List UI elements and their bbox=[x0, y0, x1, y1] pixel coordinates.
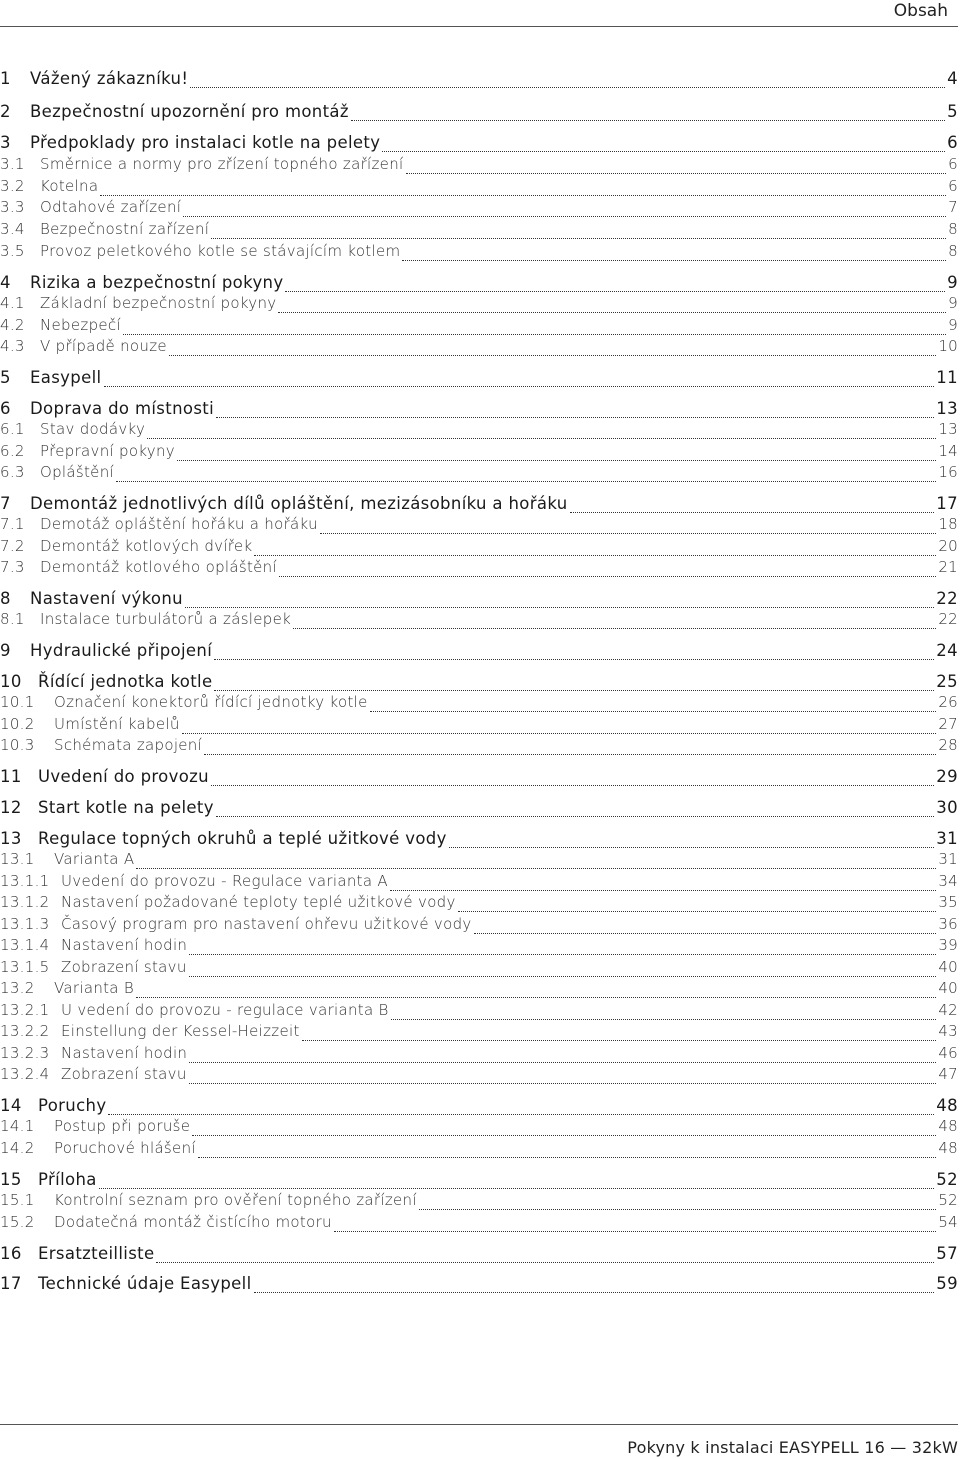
toc-entry-page: 13 bbox=[936, 399, 958, 418]
dot-leader bbox=[279, 576, 936, 577]
toc-entry-page: 26 bbox=[938, 693, 958, 711]
toc-entry[interactable] bbox=[0, 1065, 958, 1089]
toc-entry-label: Hydraulické připojení bbox=[30, 641, 213, 660]
toc-entry-page: 16 bbox=[938, 463, 958, 481]
toc-entry-page: 40 bbox=[938, 979, 958, 997]
toc-entry-label: Demontáž kotlového opláštění bbox=[40, 558, 277, 576]
toc-entry-page: 14 bbox=[938, 442, 958, 460]
dot-leader bbox=[136, 868, 936, 869]
toc-entry[interactable] bbox=[0, 294, 958, 318]
toc-entry-label: Rizika a bezpečnostní pokyny bbox=[30, 273, 284, 292]
toc-entry-number: 8 bbox=[0, 589, 11, 608]
dot-leader bbox=[183, 216, 946, 217]
toc-entry-page: 36 bbox=[938, 915, 958, 933]
toc-entry-label: U vedení do provozu - regulace varianta B bbox=[61, 1001, 389, 1019]
toc-entry-page: 22 bbox=[938, 610, 958, 628]
toc-entry-page: 6 bbox=[948, 155, 958, 173]
dot-leader bbox=[190, 87, 945, 88]
toc-entry[interactable] bbox=[0, 155, 958, 179]
toc-entry-number: 3 bbox=[0, 133, 11, 152]
toc-entry-number: 10 bbox=[0, 672, 22, 691]
dot-leader bbox=[189, 1083, 937, 1084]
toc-entry-number: 11 bbox=[0, 767, 22, 786]
toc-entry-label: Bezpečnostní zařízení bbox=[40, 220, 210, 238]
toc-entry-page: 48 bbox=[938, 1117, 958, 1135]
toc-entry[interactable] bbox=[0, 198, 958, 222]
dot-leader bbox=[391, 1019, 937, 1020]
toc-entry-number: 13.1.5 bbox=[0, 958, 50, 976]
toc-entry-page: 6 bbox=[947, 133, 958, 152]
toc-entry-number: 4.1 bbox=[0, 294, 25, 312]
toc-entry[interactable] bbox=[0, 610, 958, 634]
dot-leader bbox=[254, 555, 936, 556]
toc-entry-number: 1 bbox=[0, 69, 11, 88]
toc-entry[interactable] bbox=[0, 420, 958, 444]
toc-entry[interactable] bbox=[0, 1191, 958, 1215]
toc-entry[interactable] bbox=[0, 693, 958, 717]
page-title: Obsah bbox=[893, 1, 948, 21]
toc-entry-number: 6.1 bbox=[0, 420, 25, 438]
toc-entry-number: 7.3 bbox=[0, 558, 25, 576]
toc-entry-label: Vážený zákazníku! bbox=[30, 69, 189, 88]
dot-leader bbox=[351, 120, 945, 121]
toc-entry[interactable] bbox=[0, 1213, 958, 1237]
toc-entry-label: Technické údaje Easypell bbox=[38, 1274, 252, 1293]
toc-entry-page: 54 bbox=[938, 1213, 958, 1231]
dot-leader bbox=[474, 933, 937, 934]
toc-entry-page: 35 bbox=[938, 893, 958, 911]
toc-entry-label: Bezpečnostní upozornění pro montáž bbox=[30, 102, 349, 121]
toc-entry-page: 5 bbox=[947, 102, 958, 121]
toc-entry[interactable] bbox=[0, 368, 958, 392]
dot-leader bbox=[192, 1135, 936, 1136]
toc-entry-label: Kontrolní seznam pro ověření topného zařízení bbox=[54, 1191, 417, 1209]
toc-entry-page: 31 bbox=[938, 850, 958, 868]
toc-entry[interactable] bbox=[0, 558, 958, 582]
toc-entry-page: 46 bbox=[938, 1044, 958, 1062]
toc-entry-number: 14.1 bbox=[0, 1117, 35, 1135]
toc-entry-label: Nastavení hodin bbox=[61, 936, 188, 954]
toc-entry-number: 16 bbox=[0, 1244, 22, 1263]
toc-entry-page: 47 bbox=[938, 1065, 958, 1083]
dot-leader bbox=[189, 1062, 936, 1063]
toc-entry-page: 17 bbox=[936, 494, 958, 513]
dot-leader bbox=[285, 291, 945, 292]
toc-entry-number: 13.2.1 bbox=[0, 1001, 50, 1019]
dot-leader bbox=[156, 1262, 934, 1263]
toc-entry-label: Schémata zapojení bbox=[54, 736, 203, 754]
toc-entry-page: 48 bbox=[938, 1139, 958, 1157]
dot-leader bbox=[214, 659, 934, 660]
dot-leader bbox=[198, 1157, 936, 1158]
toc-entry-label: Start kotle na pelety bbox=[38, 798, 214, 817]
toc-entry-label: Předpoklady pro instalaci kotle na pelety bbox=[30, 133, 381, 152]
toc-entry-page: 8 bbox=[948, 242, 958, 260]
toc-entry-label: Ersatzteilliste bbox=[38, 1244, 155, 1263]
footer-divider bbox=[0, 1424, 958, 1425]
toc-entry-page: 7 bbox=[948, 198, 958, 216]
toc-entry-number: 6.3 bbox=[0, 463, 25, 481]
dot-leader bbox=[402, 260, 946, 261]
toc-entry-number: 5 bbox=[0, 368, 11, 387]
toc-entry-number: 4 bbox=[0, 273, 11, 292]
toc-entry-number: 12 bbox=[0, 798, 22, 817]
dot-leader bbox=[211, 785, 934, 786]
toc-entry-label: Směrnice a normy pro zřízení topného zařízení bbox=[40, 155, 404, 173]
toc-entry-number: 13.1.3 bbox=[0, 915, 50, 933]
toc-entry-label: Odtahové zařízení bbox=[40, 198, 182, 216]
toc-entry-label: Poruchy bbox=[38, 1096, 107, 1115]
toc-entry-number: 13.2 bbox=[0, 979, 35, 997]
toc-entry[interactable] bbox=[0, 102, 958, 126]
toc-entry-number: 9 bbox=[0, 641, 11, 660]
toc-entry-number: 3.1 bbox=[0, 155, 25, 173]
toc-entry-page: 28 bbox=[938, 736, 958, 754]
toc-entry[interactable] bbox=[0, 641, 958, 665]
toc-entry-page: 30 bbox=[936, 798, 958, 817]
toc-entry-label: Demotáž opláštění hořáku a hořáku bbox=[40, 515, 318, 533]
toc-entry-label: Varianta A bbox=[54, 850, 135, 868]
toc-entry-number: 15.2 bbox=[0, 1213, 35, 1231]
dot-leader bbox=[182, 733, 937, 734]
toc-entry-page: 4 bbox=[947, 69, 958, 88]
toc-entry-page: 8 bbox=[948, 220, 958, 238]
toc-entry[interactable] bbox=[0, 69, 958, 93]
toc-entry-page: 43 bbox=[938, 1022, 958, 1040]
footer-text: Pokyny k instalaci EASYPELL 16 — 32kW bbox=[627, 1438, 958, 1457]
toc-entry[interactable] bbox=[0, 133, 958, 157]
dot-leader bbox=[177, 460, 936, 461]
toc-entry-number: 15 bbox=[0, 1170, 22, 1189]
toc-entry-label: Provoz peletkového kotle se stávajícím kotlem bbox=[40, 242, 401, 260]
dot-leader bbox=[382, 151, 945, 152]
toc-entry-label: Opláštění bbox=[40, 463, 114, 481]
dot-leader bbox=[419, 1209, 936, 1210]
toc-entry-number: 13 bbox=[0, 829, 22, 848]
dot-leader bbox=[216, 417, 934, 418]
toc-entry-label: Umístění kabelů bbox=[54, 715, 180, 733]
toc-entry-label: Instalace turbulátorů a záslepek bbox=[40, 610, 292, 628]
dot-leader bbox=[254, 1292, 935, 1293]
toc-entry-label: Nastavení hodin bbox=[61, 1044, 188, 1062]
toc-entry-number: 3.2 bbox=[0, 177, 25, 195]
toc-entry-page: 6 bbox=[948, 177, 958, 195]
toc-entry[interactable] bbox=[0, 1139, 958, 1163]
dot-leader bbox=[302, 1040, 937, 1041]
dot-leader bbox=[189, 976, 937, 977]
dot-leader bbox=[99, 1188, 935, 1189]
dot-leader bbox=[189, 954, 936, 955]
toc-entry-number: 10.2 bbox=[0, 715, 35, 733]
header-divider bbox=[0, 26, 958, 27]
dot-leader bbox=[458, 911, 937, 912]
toc-entry-label: Postup při poruše bbox=[54, 1117, 191, 1135]
toc-entry-number: 14.2 bbox=[0, 1139, 35, 1157]
toc-entry[interactable] bbox=[0, 1244, 958, 1268]
dot-leader bbox=[211, 238, 946, 239]
dot-leader bbox=[214, 690, 934, 691]
toc-entry-label: Označení konektorů řídící jednotky kotle bbox=[54, 693, 368, 711]
toc-entry-label: Dodatečná montáž čistícího motoru bbox=[54, 1213, 332, 1231]
toc-entry-label: Demontáž kotlových dvířek bbox=[40, 537, 253, 555]
toc-entry-page: 39 bbox=[938, 936, 958, 954]
toc-entry-number: 6 bbox=[0, 399, 11, 418]
toc-entry-label: Demontáž jednotlivých dílů opláštění, mezizásobníku a hořáku bbox=[30, 494, 568, 513]
toc-entry-page: 24 bbox=[936, 641, 958, 660]
toc-entry-label: V případě nouze bbox=[40, 337, 167, 355]
dot-leader bbox=[278, 312, 946, 313]
toc-entry-label: Einstellung der Kessel-Heizzeit bbox=[61, 1022, 300, 1040]
toc-entry-page: 9 bbox=[948, 294, 958, 312]
dot-leader bbox=[449, 847, 935, 848]
toc-entry-page: 40 bbox=[938, 958, 958, 976]
toc-entry-page: 27 bbox=[938, 715, 958, 733]
toc-entry[interactable] bbox=[0, 936, 958, 960]
toc-entry-page: 20 bbox=[938, 537, 958, 555]
dot-leader bbox=[100, 195, 946, 196]
toc-entry-number: 3.4 bbox=[0, 220, 25, 238]
dot-leader bbox=[216, 816, 934, 817]
toc-entry-page: 9 bbox=[948, 316, 958, 334]
toc-entry-number: 4.3 bbox=[0, 337, 25, 355]
toc-entry-label: Easypell bbox=[30, 368, 102, 387]
toc-entry[interactable] bbox=[0, 337, 958, 361]
toc-entry-label: Základní bezpečnostní pokyny bbox=[40, 294, 277, 312]
dot-leader bbox=[169, 355, 936, 356]
dot-leader bbox=[204, 754, 936, 755]
toc-entry-number: 7.2 bbox=[0, 537, 25, 555]
toc-entry-label: Zobrazení stavu bbox=[61, 958, 187, 976]
toc-entry[interactable] bbox=[0, 798, 958, 822]
toc-entry[interactable] bbox=[0, 515, 958, 539]
toc-entry-number: 10.3 bbox=[0, 736, 35, 754]
toc-entry-number: 3.3 bbox=[0, 198, 25, 216]
toc-entry-page: 29 bbox=[936, 767, 958, 786]
toc-entry-number: 6.2 bbox=[0, 442, 25, 460]
toc-entry-label: Kotelna bbox=[40, 177, 99, 195]
toc-entry-number: 13.2.3 bbox=[0, 1044, 50, 1062]
toc-entry-label: Přepravní pokyny bbox=[40, 442, 175, 460]
toc-entry-label: Poruchové hlášení bbox=[54, 1139, 196, 1157]
toc-entry-page: 10 bbox=[938, 337, 958, 355]
toc-entry-label: Stav dodávky bbox=[40, 420, 146, 438]
toc-entry-number: 13.2.4 bbox=[0, 1065, 50, 1083]
toc-entry-page: 57 bbox=[936, 1244, 958, 1263]
toc-entry[interactable] bbox=[0, 463, 958, 487]
dot-leader bbox=[570, 512, 935, 513]
toc-entry-number: 13.1.2 bbox=[0, 893, 50, 911]
toc-entry-number: 7.1 bbox=[0, 515, 25, 533]
toc-entry-number: 8.1 bbox=[0, 610, 25, 628]
toc-entry-page: 31 bbox=[936, 829, 958, 848]
toc-entry-page: 52 bbox=[938, 1191, 958, 1209]
toc-entry-number: 4.2 bbox=[0, 316, 25, 334]
dot-leader bbox=[185, 607, 934, 608]
toc-entry-page: 18 bbox=[938, 515, 958, 533]
toc-entry-page: 59 bbox=[936, 1274, 958, 1293]
toc-entry[interactable] bbox=[0, 893, 958, 917]
page-header bbox=[0, 0, 960, 26]
toc-entry-number: 17 bbox=[0, 1274, 22, 1293]
toc-entry-number: 10.1 bbox=[0, 693, 35, 711]
dot-leader bbox=[116, 481, 936, 482]
toc-entry-label: Nastavení výkonu bbox=[30, 589, 183, 608]
toc-entry-label: Nastavení požadované teploty teplé užitkové vody bbox=[61, 893, 456, 911]
toc-entry-number: 13.2.2 bbox=[0, 1022, 50, 1040]
toc-entry[interactable] bbox=[0, 1117, 958, 1141]
toc-entry[interactable] bbox=[0, 767, 958, 791]
toc-entry-number: 13.1.1 bbox=[0, 872, 50, 890]
dot-leader bbox=[390, 890, 936, 891]
toc-entry-label: Časový program pro nastavení ohřevu užitkové vody bbox=[61, 915, 472, 933]
toc-entry-label: Příloha bbox=[38, 1170, 97, 1189]
toc-entry-page: 21 bbox=[938, 558, 958, 576]
toc-entry-label: Doprava do místnosti bbox=[30, 399, 215, 418]
toc-entry-label: Řídící jednotka kotle bbox=[38, 672, 213, 691]
toc-entry-page: 34 bbox=[938, 872, 958, 890]
dot-leader bbox=[293, 628, 936, 629]
toc-entry-page: 11 bbox=[936, 368, 958, 387]
toc-entry-number: 3.5 bbox=[0, 242, 25, 260]
dot-leader bbox=[136, 997, 936, 998]
toc-entry-page: 52 bbox=[936, 1170, 958, 1189]
toc-entry-label: Uvedení do provozu - Regulace varianta A bbox=[61, 872, 388, 890]
toc-entry-page: 42 bbox=[938, 1001, 958, 1019]
toc-entry-page: 25 bbox=[936, 672, 958, 691]
dot-leader bbox=[108, 1114, 934, 1115]
toc-entry[interactable] bbox=[0, 850, 958, 874]
toc-entry-label: Zobrazení stavu bbox=[61, 1065, 187, 1083]
toc-entry[interactable] bbox=[0, 1274, 958, 1298]
toc-entry-page: 48 bbox=[936, 1096, 958, 1115]
toc-entry[interactable] bbox=[0, 242, 958, 266]
toc-entry-label: Regulace topných okruhů a teplé užitkové vody bbox=[38, 829, 447, 848]
dot-leader bbox=[147, 438, 936, 439]
dot-leader bbox=[104, 386, 935, 387]
toc-entry[interactable] bbox=[0, 1022, 958, 1046]
dot-leader bbox=[334, 1231, 936, 1232]
dot-leader bbox=[320, 533, 936, 534]
toc-entry-number: 13.1.4 bbox=[0, 936, 50, 954]
dot-leader bbox=[123, 334, 946, 335]
dot-leader bbox=[406, 173, 947, 174]
dot-leader bbox=[370, 711, 937, 712]
toc-entry-page: 22 bbox=[936, 589, 958, 608]
toc-entry-number: 2 bbox=[0, 102, 11, 121]
toc-entry[interactable] bbox=[0, 220, 958, 244]
toc-entry-number: 15.1 bbox=[0, 1191, 35, 1209]
toc-entry-label: Varianta B bbox=[54, 979, 134, 997]
toc-entry-label: Nebezpečí bbox=[40, 316, 121, 334]
toc-entry-number: 13.1 bbox=[0, 850, 35, 868]
toc-entry-number: 7 bbox=[0, 494, 11, 513]
toc-entry-number: 14 bbox=[0, 1096, 22, 1115]
toc-entry[interactable] bbox=[0, 736, 958, 760]
toc-entry-page: 13 bbox=[938, 420, 958, 438]
toc-entry-page: 9 bbox=[947, 273, 958, 292]
toc-entry-label: Uvedení do provozu bbox=[38, 767, 209, 786]
toc-entry[interactable] bbox=[0, 979, 958, 1003]
